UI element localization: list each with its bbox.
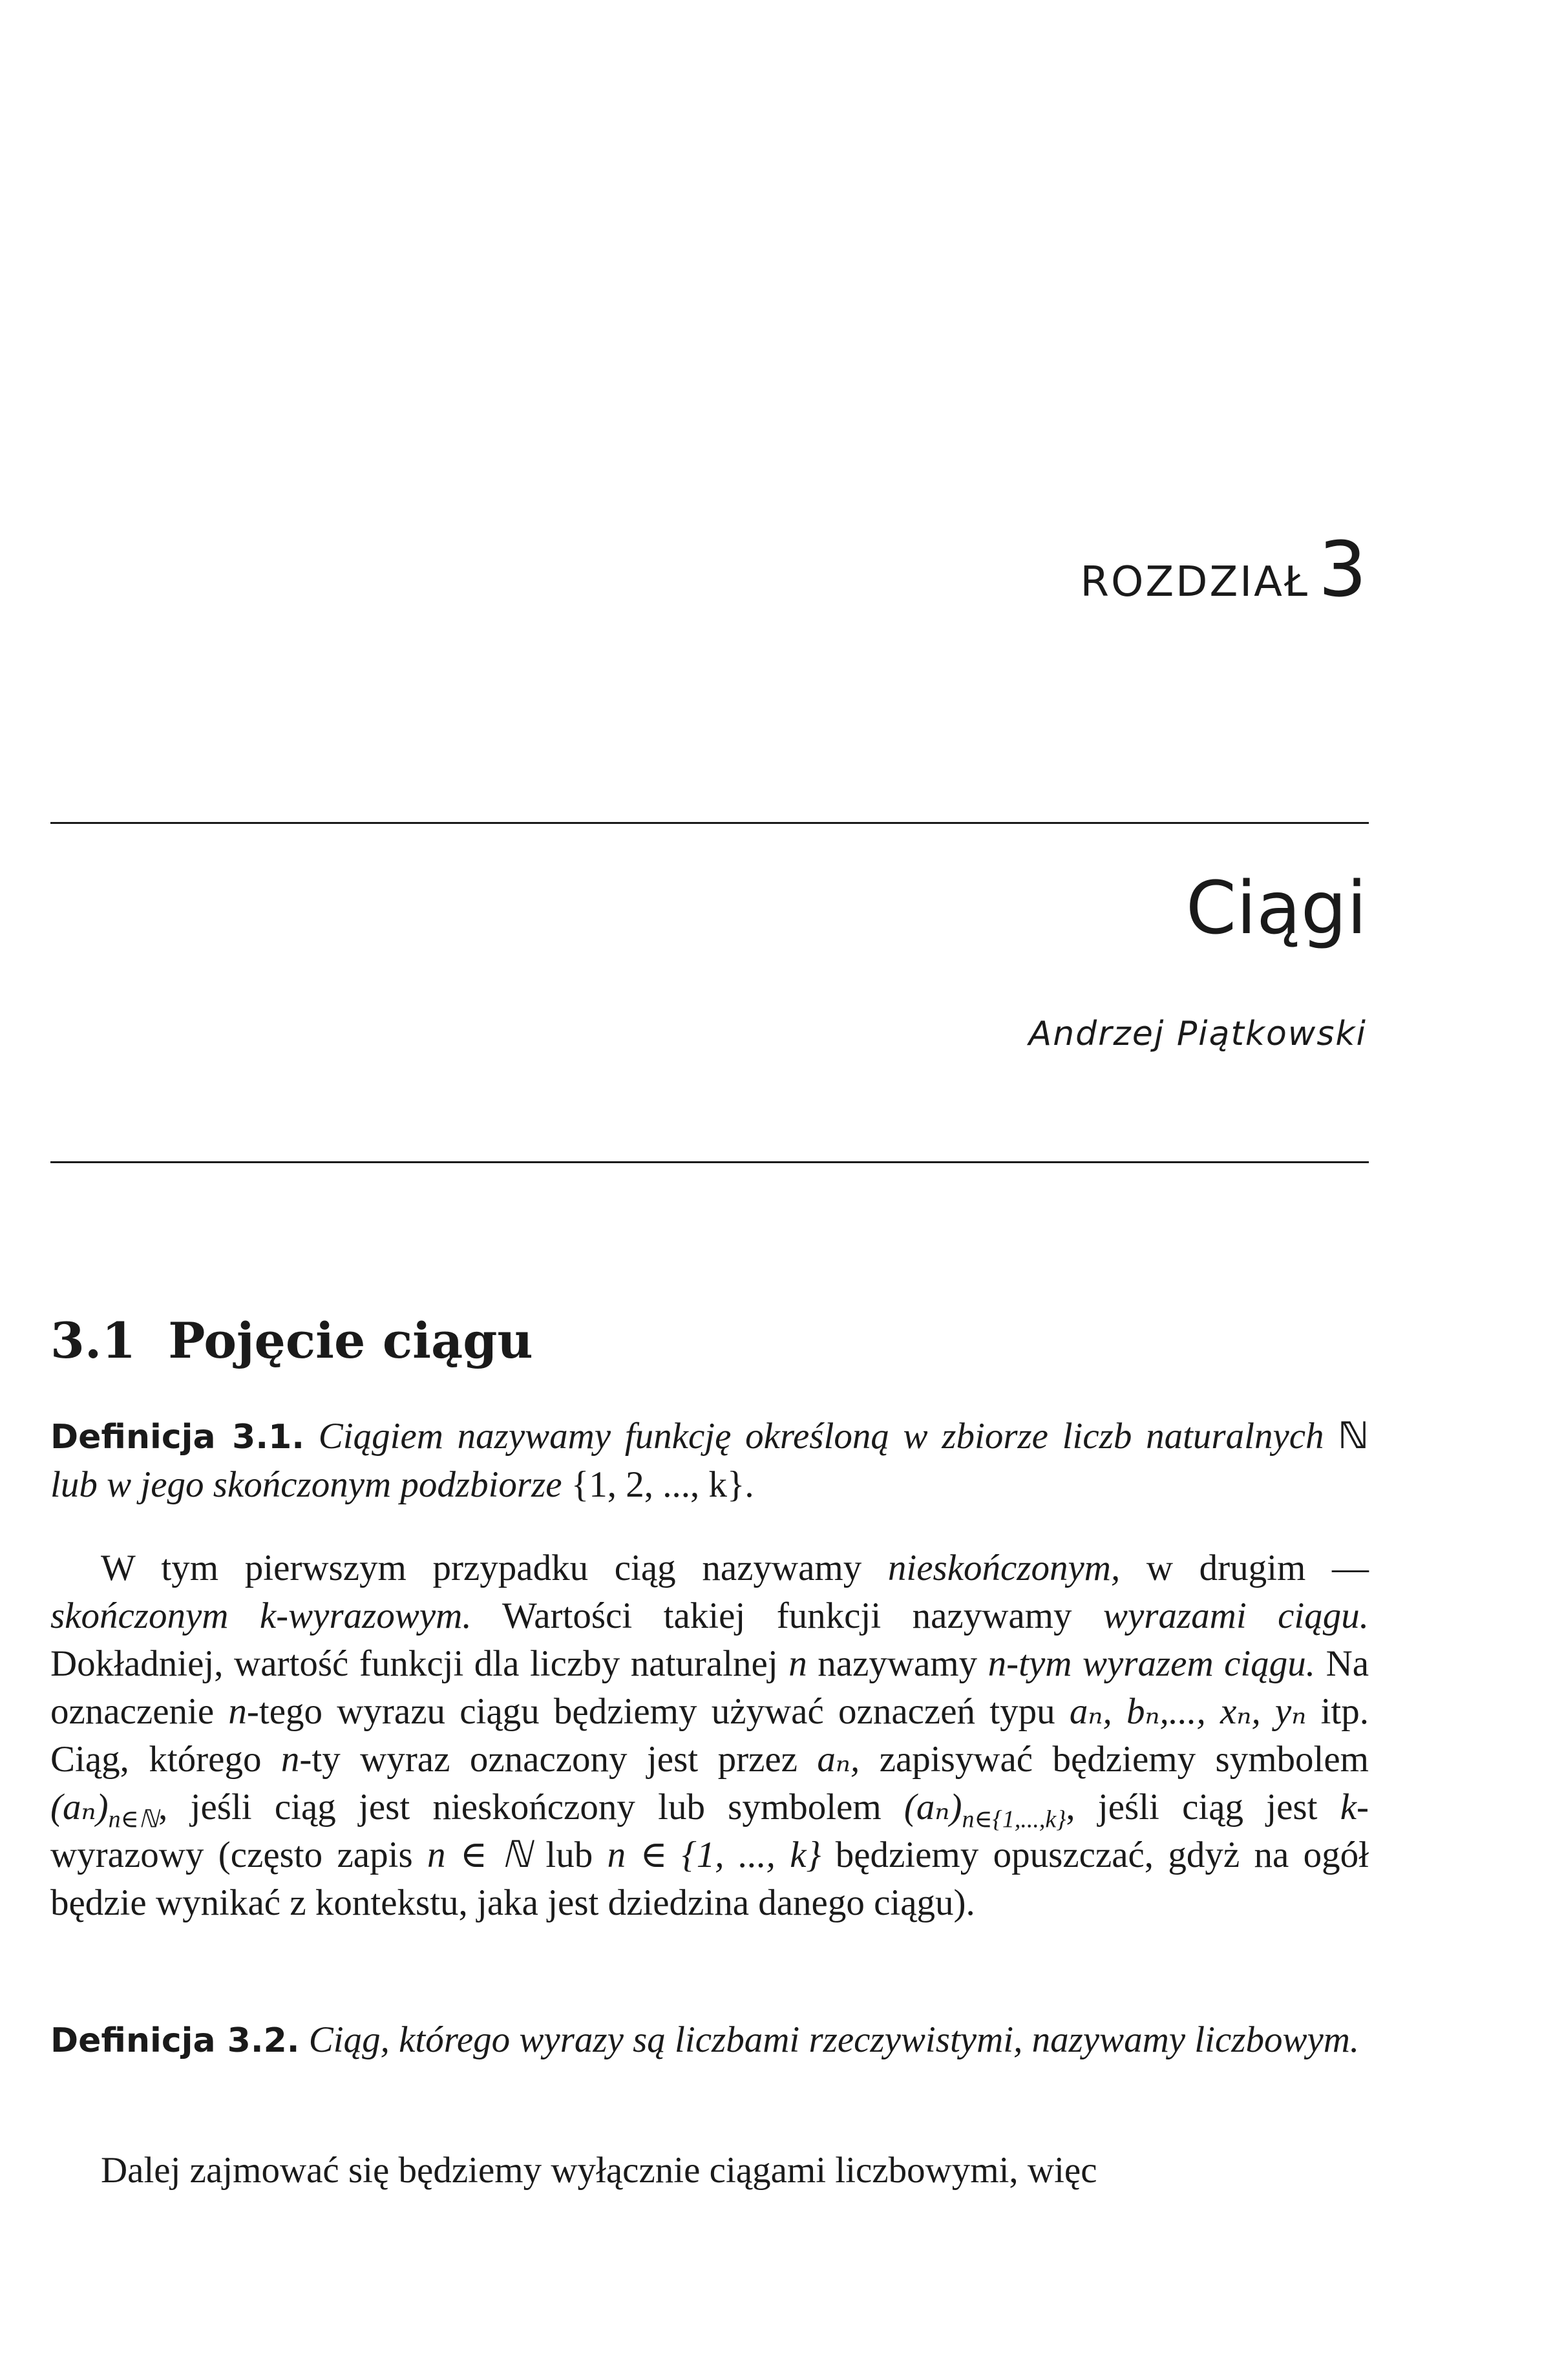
- section-heading: [50, 1312, 533, 1369]
- author-name: Andrzej Piątkowski: [1028, 1015, 1367, 1053]
- p1-s4: Dokładniej, wartość funkcji dla liczby naturalnej: [50, 1643, 778, 1684]
- definition-text-2: Ciąg, którego wyrazy są liczbami rzeczywistymi, nazywamy liczbowym.: [308, 2019, 1360, 2060]
- definition-3-2: [50, 2016, 1369, 2065]
- section-title: Pojęcie ciągu: [168, 1312, 533, 1369]
- p1-seq2-sub: n∈{1,...,k}: [962, 1806, 1066, 1833]
- definition-text-b: lub w jego skończonym podzbiorze: [50, 1464, 562, 1505]
- bottom-rule: [50, 1161, 1369, 1163]
- p1-s13: będziemy opuszczać, gdyż na ogół będzie wynikać z kontekstu, jaka jest dziedzina danego ciągu).: [50, 1835, 1369, 1923]
- p1-s6: Na oznaczenie: [50, 1643, 1369, 1732]
- p1-an: aₙ,: [817, 1739, 860, 1780]
- p1-s11: -wyrazowy (często zapis: [50, 1787, 1369, 1875]
- finite-set: {1, 2, ..., k}.: [571, 1464, 754, 1505]
- p1-s7b: -ty wyraz oznaczony jest przez: [299, 1739, 798, 1780]
- p1-notation: aₙ, bₙ,..., xₙ, yₙ: [1069, 1691, 1307, 1732]
- p1-s10: , jeśli ciąg jest: [1066, 1787, 1318, 1827]
- top-rule: [50, 822, 1369, 824]
- p1-s1: W tym pierwszym przypadku ciąg nazywamy: [101, 1548, 862, 1588]
- p1-term-infinite: nieskończonym,: [887, 1548, 1121, 1588]
- p1-k: k: [1340, 1787, 1357, 1827]
- p1-n-3: n: [280, 1739, 300, 1780]
- p1-seq1: (aₙ): [50, 1787, 109, 1827]
- chapter-word: ROZDZIAŁ: [1080, 558, 1309, 606]
- p1-s6b: -tego wyrazu ciągu będziemy używać oznaczeń typu: [246, 1691, 1055, 1732]
- p2-text: Dalej zajmować się będziemy wyłącznie ciągami liczbowymi, więc: [101, 2150, 1097, 2191]
- p1-s12: lub: [545, 1835, 593, 1875]
- paragraph-continuation: [50, 2147, 1369, 2195]
- p1-s7: itp. Ciąg, którego: [50, 1691, 1369, 1780]
- naturals-symbol: ℕ: [1338, 1415, 1369, 1457]
- p1-n-2: n: [228, 1691, 247, 1732]
- p1-s5: nazywamy: [818, 1643, 978, 1684]
- p1-term-finite: skończonym k-wyrazowym.: [50, 1595, 472, 1636]
- chapter-title: Ciągi: [1185, 867, 1367, 951]
- p1-term-terms: wyrazami ciągu.: [1103, 1595, 1369, 1636]
- p1-seq2: (aₙ): [903, 1787, 962, 1827]
- p1-s8: zapisywać będziemy symbolem: [879, 1739, 1369, 1780]
- p1-s3: Wartości takiej funkcji nazywamy: [502, 1595, 1072, 1636]
- p1-n: n: [788, 1643, 807, 1684]
- chapter-number: 3: [1318, 525, 1367, 614]
- p1-seq1-sub: n∈ℕ: [108, 1806, 159, 1833]
- definition-label-2: Definicja 3.2.: [50, 2021, 300, 2060]
- p1-s9: , jeśli ciąg jest nieskończony lub symbolem: [158, 1787, 882, 1827]
- p1-zapis1: n ∈ ℕ: [427, 1835, 532, 1875]
- p1-zapis2: n ∈ {1, ..., k}: [607, 1835, 821, 1875]
- p1-s2: w drugim —: [1146, 1548, 1369, 1588]
- definition-text-a: Ciągiem nazywamy funkcję określoną w zbiorze liczb naturalnych: [318, 1416, 1324, 1457]
- paragraph-sequence-intro: [50, 1544, 1369, 1927]
- definition-3-1: [50, 1412, 1369, 1509]
- definition-label: Definicja 3.1.: [50, 1418, 305, 1457]
- p1-term-nth: n-tym wyrazem ciągu.: [988, 1643, 1316, 1684]
- section-number: 3.1: [50, 1312, 136, 1369]
- chapter-label: [1080, 525, 1367, 615]
